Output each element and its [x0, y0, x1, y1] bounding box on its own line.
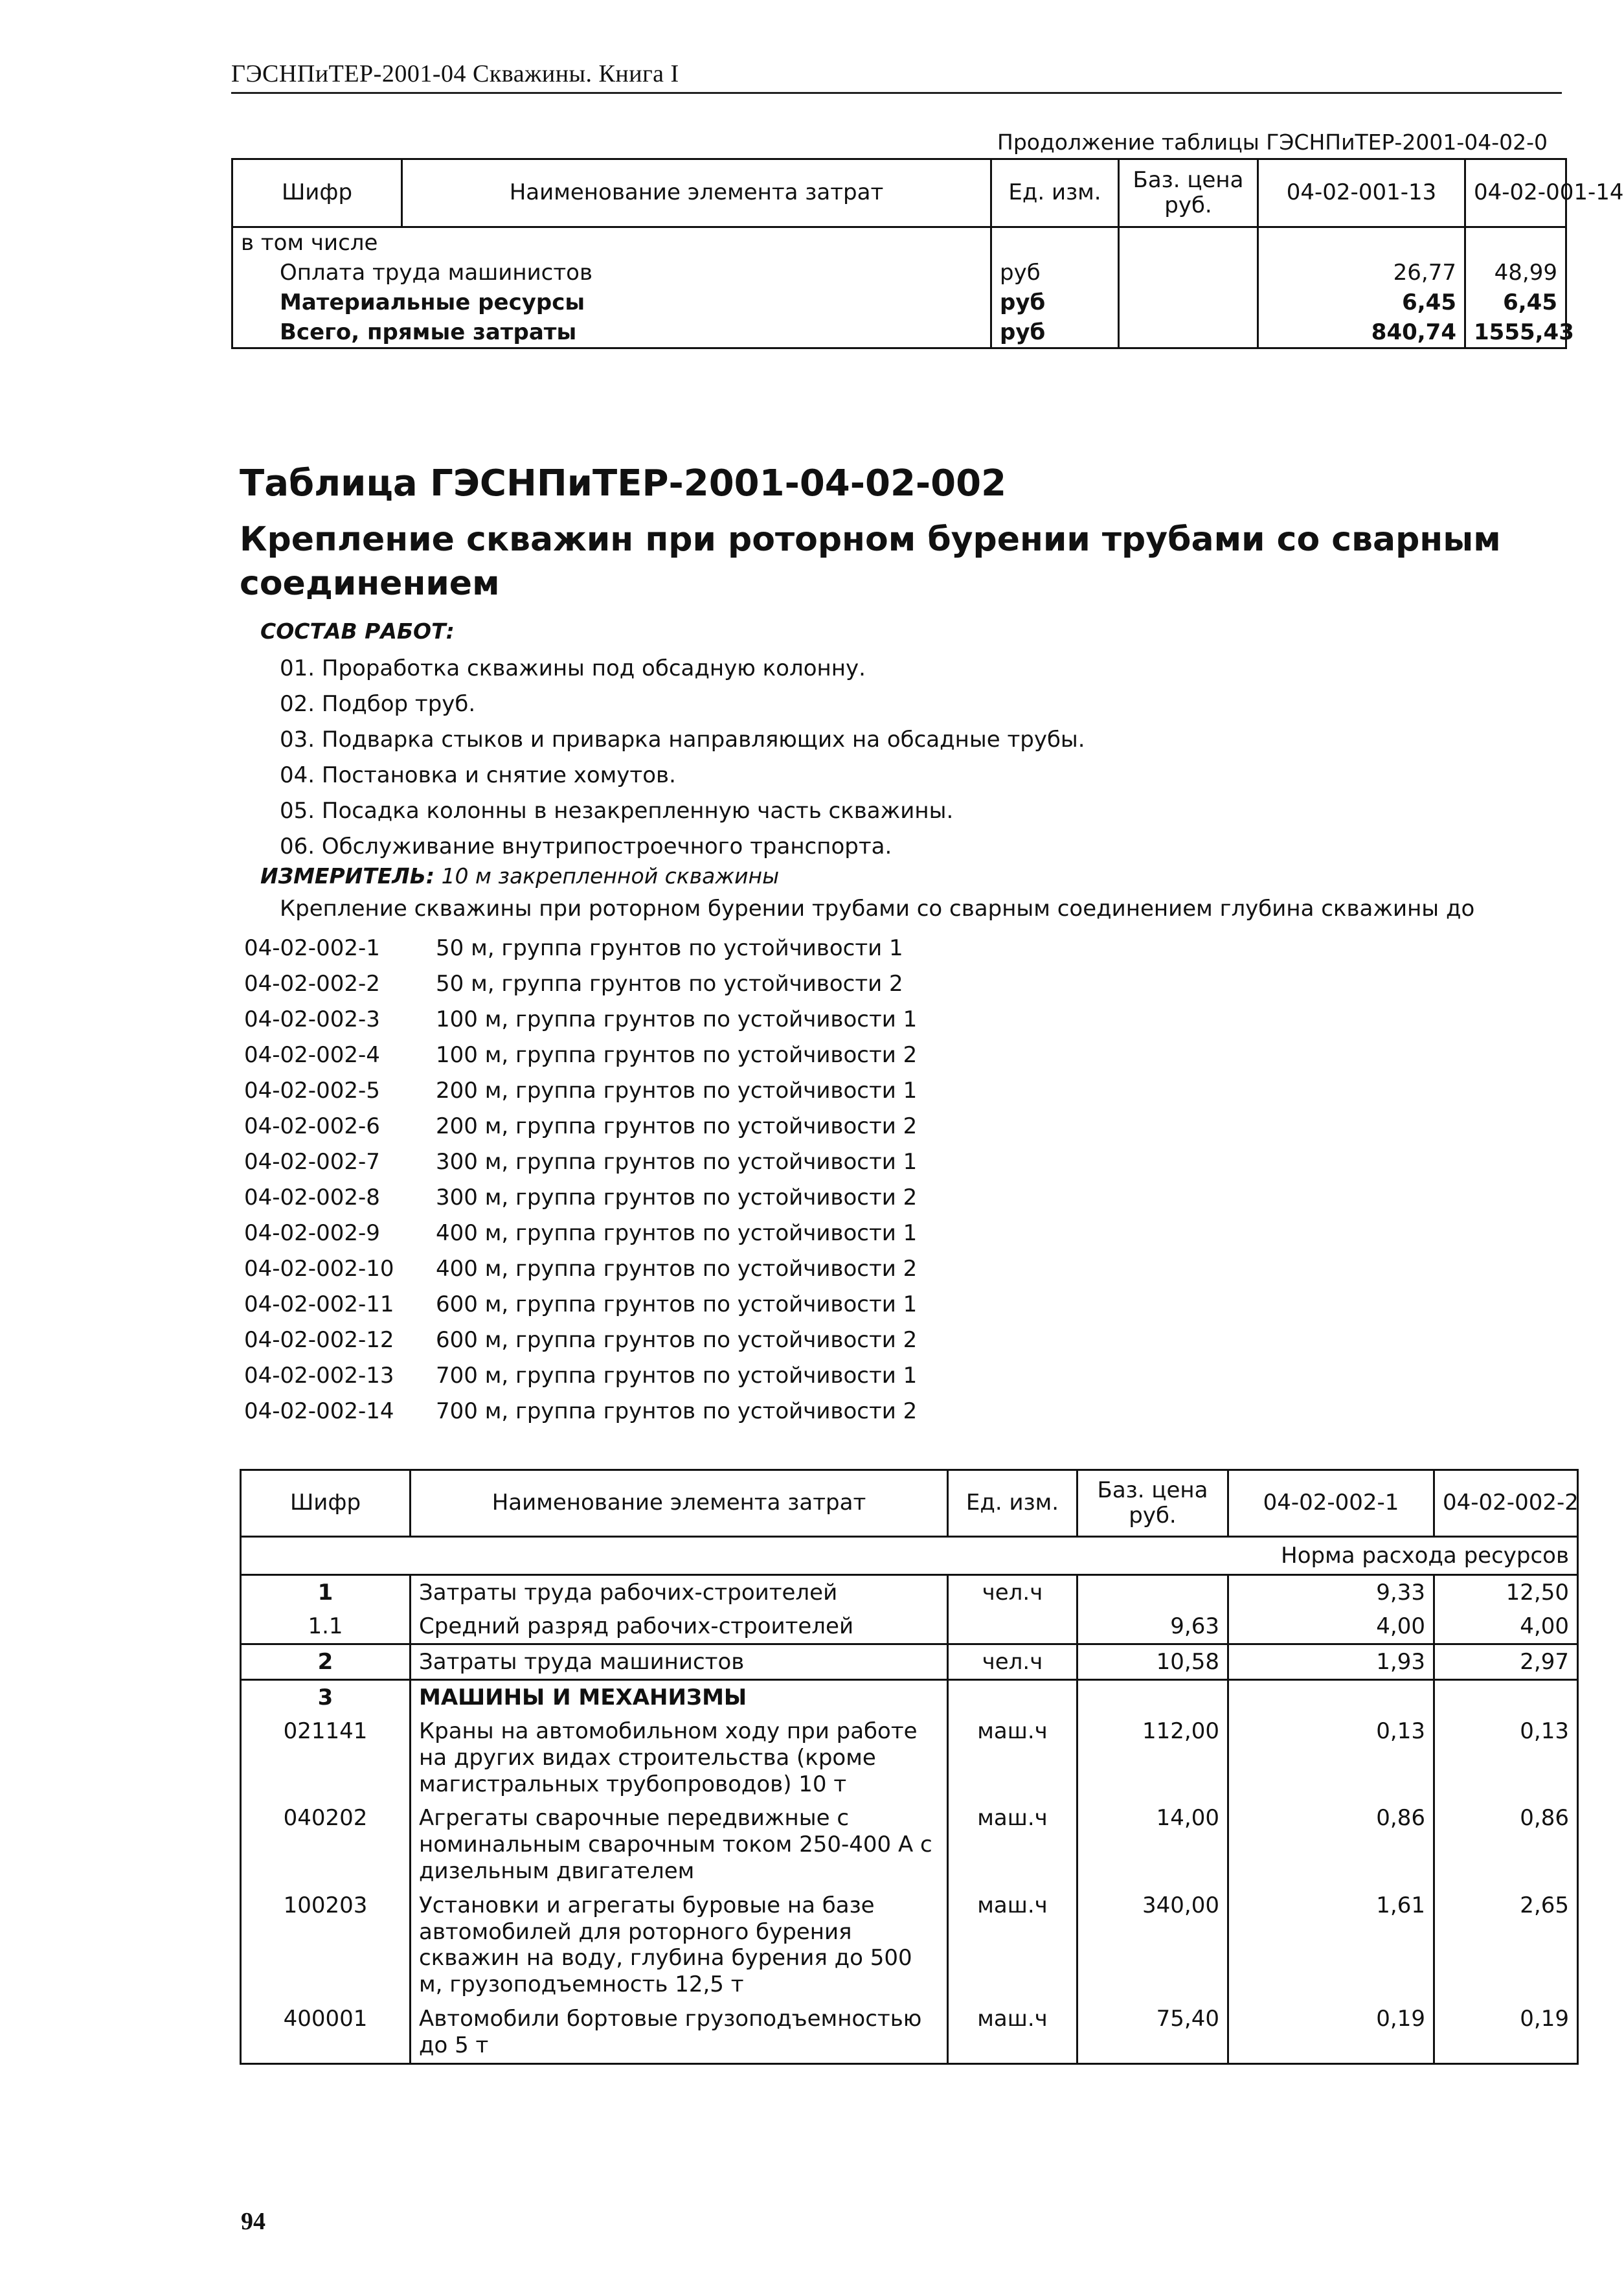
row-value-2: 4,00	[1434, 1609, 1578, 1644]
row-name: Затраты труда машинистов	[411, 1644, 948, 1680]
row-price	[1119, 317, 1258, 348]
list-item	[244, 1358, 917, 1394]
header-name: Наименование элемента затрат	[402, 159, 991, 227]
row-price: 10,58	[1077, 1644, 1228, 1680]
table-row	[241, 1714, 1578, 1801]
code: 04-02-002-2	[244, 971, 380, 997]
header-col-2: 04-02-001-14	[1465, 159, 1566, 227]
table-row	[241, 2002, 1578, 2063]
row-value-1: 6,45	[1258, 288, 1465, 317]
work-item: 06. Обслуживание внутрипостроечного транспорта.	[280, 834, 892, 859]
list-item	[244, 1287, 917, 1323]
row-price: 14,00	[1077, 1801, 1228, 1888]
list-item	[244, 1251, 917, 1287]
meter-value: 10 м закрепленной скважины	[441, 863, 780, 889]
table-row	[232, 227, 1566, 258]
row-value-2: 48,99	[1465, 258, 1566, 288]
row-value-1: 1,61	[1228, 1889, 1434, 2002]
code-desc: 600 м, группа грунтов по устойчивости 1	[436, 1291, 918, 1317]
table-header-row	[241, 1470, 1578, 1537]
row-unit: руб	[991, 258, 1119, 288]
code-desc: 600 м, группа грунтов по устойчивости 2	[436, 1327, 918, 1353]
row-value-2: 0,86	[1434, 1801, 1578, 1888]
row-value-1: 26,77	[1258, 258, 1465, 288]
row-code: 3	[241, 1680, 411, 1715]
table-header-row	[232, 159, 1566, 227]
row-value-2: 2,97	[1434, 1644, 1578, 1680]
header-name: Наименование элемента затрат	[411, 1470, 948, 1537]
list-item	[244, 1038, 917, 1073]
code-desc: 700 м, группа грунтов по устойчивости 1	[436, 1363, 918, 1389]
works-list	[280, 651, 1085, 865]
row-unit: маш.ч	[948, 1714, 1077, 1801]
work-item: 04. Постановка и снятие хомутов.	[280, 762, 676, 788]
row-unit: чел.ч	[948, 1644, 1077, 1680]
code-desc: 50 м, группа грунтов по устойчивости 1	[436, 935, 903, 961]
row-name: МАШИНЫ И МЕХАНИЗМЫ	[411, 1680, 948, 1715]
code-desc: 700 м, группа грунтов по устойчивости 2	[436, 1398, 918, 1424]
code-desc: 300 м, группа грунтов по устойчивости 1	[436, 1149, 918, 1175]
row-code: 1	[241, 1575, 411, 1610]
row-unit: чел.ч	[948, 1575, 1077, 1610]
work-item: 03. Подварка стыков и приварка направляющих на обсадные трубы.	[280, 727, 1085, 753]
list-item	[244, 1002, 917, 1038]
row-unit	[948, 1609, 1077, 1644]
row-code: 040202	[241, 1801, 411, 1888]
row-name: Краны на автомобильном ходу при работе на других видах строительства (кроме магистральных трубопроводов) 10 т	[411, 1714, 948, 1801]
code-desc: 300 м, группа грунтов по устойчивости 2	[436, 1185, 918, 1210]
code: 04-02-002-8	[244, 1185, 380, 1210]
row-value-1: 0,19	[1228, 2002, 1434, 2063]
row-value-2: 12,50	[1434, 1575, 1578, 1610]
row-value-2: 2,65	[1434, 1889, 1578, 2002]
list-item	[244, 966, 917, 1002]
row-value-1: 1,93	[1228, 1644, 1434, 1680]
work-item: 02. Подбор труб.	[280, 691, 476, 717]
row-price	[1119, 288, 1258, 317]
row-name: Оплата труда машинистов	[232, 258, 991, 288]
row-value-2: 6,45	[1465, 288, 1566, 317]
row-price	[1077, 1575, 1228, 1610]
row-code: 1.1	[241, 1609, 411, 1644]
table-row	[241, 1644, 1578, 1680]
table-row	[241, 1575, 1578, 1610]
table-row	[241, 1801, 1578, 1888]
code-desc: 400 м, группа грунтов по устойчивости 1	[436, 1220, 918, 1246]
work-item: 05. Посадка колонны в незакрепленную часть скважины.	[280, 798, 954, 824]
header-unit: Ед. изм.	[991, 159, 1119, 227]
code: 04-02-002-12	[244, 1327, 394, 1353]
code: 04-02-002-6	[244, 1113, 380, 1139]
code: 04-02-002-13	[244, 1363, 394, 1389]
codes-intro: Крепление скважины при роторном бурении трубами со сварным соединением глубина скважины до	[280, 896, 1475, 922]
list-item	[244, 1073, 917, 1109]
norm-row	[241, 1537, 1578, 1575]
code-desc: 200 м, группа грунтов по устойчивости 2	[436, 1113, 918, 1139]
table-row	[232, 258, 1566, 288]
code-desc: 100 м, группа грунтов по устойчивости 1	[436, 1006, 918, 1032]
code: 04-02-002-14	[244, 1398, 394, 1424]
row-name: Установки и агрегаты буровые на базе автомобилей для роторного бурения скважин на воду, глубина бурения до 500 м, грузоподъемность 12,5 т	[411, 1889, 948, 2002]
row-price: 340,00	[1077, 1889, 1228, 2002]
header-unit: Ед. изм.	[948, 1470, 1077, 1537]
list-item	[244, 931, 917, 966]
header-price: Баз. цена руб.	[1077, 1470, 1228, 1537]
meter-line	[260, 863, 779, 889]
list-item	[244, 1216, 917, 1251]
row-code: 2	[241, 1644, 411, 1680]
works-label: СОСТАВ РАБОТ:	[260, 619, 455, 644]
row-value-1: 0,13	[1228, 1714, 1434, 1801]
row-name: Агрегаты сварочные передвижные с номинальным сварочным током 250-400 А с дизельным двигателем	[411, 1801, 948, 1888]
row-unit: маш.ч	[948, 1889, 1077, 2002]
code: 04-02-002-7	[244, 1149, 380, 1175]
code-desc: 50 м, группа грунтов по устойчивости 2	[436, 971, 903, 997]
table-row	[232, 317, 1566, 348]
row-value-1: 840,74	[1258, 317, 1465, 348]
list-item	[244, 1109, 917, 1144]
list-item	[244, 1180, 917, 1216]
row-code: 400001	[241, 2002, 411, 2063]
row-price: 112,00	[1077, 1714, 1228, 1801]
row-name: Средний разряд рабочих-строителей	[411, 1609, 948, 1644]
meter-label: ИЗМЕРИТЕЛЬ:	[260, 863, 435, 889]
row-unit: маш.ч	[948, 2002, 1077, 2063]
row-name: Затраты труда рабочих-строителей	[411, 1575, 948, 1610]
code: 04-02-002-3	[244, 1006, 380, 1032]
row-value-2: 1555,43	[1465, 317, 1566, 348]
header-code: Шифр	[241, 1470, 411, 1537]
row-name: Всего, прямые затраты	[232, 317, 991, 348]
header-col-1: 04-02-001-13	[1258, 159, 1465, 227]
row-price: 9,63	[1077, 1609, 1228, 1644]
code: 04-02-002-1	[244, 935, 380, 961]
previous-table	[231, 158, 1624, 349]
row-code: 100203	[241, 1889, 411, 2002]
code: 04-02-002-9	[244, 1220, 380, 1246]
row-unit: маш.ч	[948, 1801, 1077, 1888]
row-price: 75,40	[1077, 2002, 1228, 2063]
table-row	[241, 1609, 1578, 1644]
row-value-1: 9,33	[1228, 1575, 1434, 1610]
header-col-1: 04-02-002-1	[1228, 1470, 1434, 1537]
section-subtitle: Крепление скважин при роторном бурении трубами со сварным соединением	[240, 520, 1501, 603]
row-name: в том числе	[232, 227, 991, 258]
code-desc: 200 м, группа грунтов по устойчивости 1	[436, 1078, 918, 1104]
code-desc: 100 м, группа грунтов по устойчивости 2	[436, 1042, 918, 1068]
row-unit: руб	[991, 317, 1119, 348]
norm-label: Норма расхода ресурсов	[241, 1537, 1578, 1575]
code-desc: 400 м, группа грунтов по устойчивости 2	[436, 1256, 918, 1282]
running-header: ГЭСНПиТЕР-2001-04 Скважины. Книга I	[231, 60, 679, 87]
codes-list	[244, 931, 917, 1429]
header-code: Шифр	[232, 159, 402, 227]
table-row	[232, 288, 1566, 317]
list-item	[244, 1144, 917, 1180]
row-code: 021141	[241, 1714, 411, 1801]
header-col-2: 04-02-002-2	[1434, 1470, 1578, 1537]
code: 04-02-002-5	[244, 1078, 380, 1104]
row-value-2: 0,13	[1434, 1714, 1578, 1801]
code: 04-02-002-11	[244, 1291, 394, 1317]
list-item	[244, 1394, 917, 1429]
row-value-2: 0,19	[1434, 2002, 1578, 2063]
section-table-title: Таблица ГЭСНПиТЕР-2001-04-02-002	[240, 462, 1007, 505]
row-value-1: 4,00	[1228, 1609, 1434, 1644]
page-number: 94	[241, 2208, 265, 2235]
table-continuation-label: Продолжение таблицы ГЭСНПиТЕР-2001-04-02-0	[997, 130, 1548, 155]
code: 04-02-002-4	[244, 1042, 380, 1068]
row-price	[1119, 258, 1258, 288]
table-row	[241, 1680, 1578, 1715]
row-unit: руб	[991, 288, 1119, 317]
list-item	[244, 1323, 917, 1358]
work-item: 01. Проработка скважины под обсадную колонну.	[280, 655, 866, 681]
row-name: Автомобили бортовые грузоподъемностью до 5 т	[411, 2002, 948, 2063]
header-rule	[231, 92, 1562, 94]
code: 04-02-002-10	[244, 1256, 394, 1282]
row-value-1: 0,86	[1228, 1801, 1434, 1888]
header-price: Баз. цена руб.	[1119, 159, 1258, 227]
row-name: Материальные ресурсы	[232, 288, 991, 317]
table-row	[241, 1889, 1578, 2002]
resources-table	[240, 1469, 1579, 2065]
